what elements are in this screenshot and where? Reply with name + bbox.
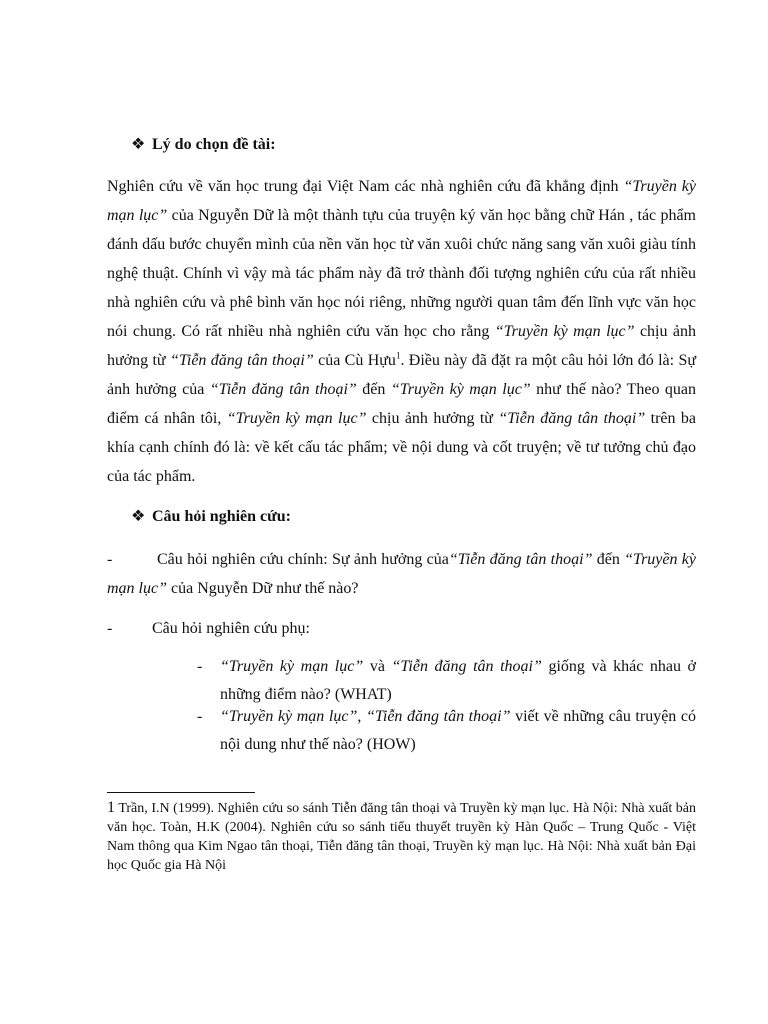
work-title: “Tiễn đăng tân thoại” xyxy=(498,410,646,427)
footnote-ref[interactable]: 1 xyxy=(395,350,401,361)
dash-bullet: - xyxy=(107,620,113,637)
text-run: viết về những câu truyện có nội dung như thế nào? (HOW) xyxy=(220,708,697,753)
work-title: “Tiễn đăng tân thoại” xyxy=(169,352,314,369)
text-run: giống và khác nhau ở những điểm nào? (WHAT) xyxy=(220,658,697,703)
work-title: “Truyền kỳ mạn lục” xyxy=(220,708,358,725)
diamond-bullet-icon: ❖ xyxy=(131,136,146,153)
text-run: đến xyxy=(356,381,391,398)
diamond-bullet-icon: ❖ xyxy=(131,508,146,525)
work-title: “Tiễn đăng tân thoại” xyxy=(209,381,357,398)
text-run: chịu ảnh hưởng từ xyxy=(107,323,697,369)
section-heading-reason xyxy=(131,135,276,155)
text-run: của Nguyễn Dữ là một thành tựu của truyện ký văn học bằng chữ Hán , tác phẩm đánh dấu bước chuyển mình của nền văn học từ văn xuôi chức năng sang văn xuôi giàu tính nghệ thuật. Chính vì vậy mà tác phẩm này đã trở thành đối tượng nghiên cứu của rất nhiều nhà nghiên cứu và phê bình văn học nói riêng, những người quan tâm đến lĩnh vực văn học nói chung. Có rất nhiều nhà nghiên cứu văn học cho rằng xyxy=(107,207,696,340)
work-title: “Truyền kỳ mạn lục” xyxy=(226,410,367,427)
sub-question-list xyxy=(197,653,696,759)
main-question xyxy=(107,545,696,603)
work-title: “Tiễn đăng tân thoại” xyxy=(365,708,511,725)
list-item xyxy=(197,653,696,709)
text-run: Câu hỏi nghiên cứu phụ: xyxy=(152,620,310,637)
text-run: Nghiên cứu về văn học trung đại Việt Nam các nhà nghiên cứu đã khẳng định xyxy=(107,178,624,195)
work-title: “Truyền kỳ mạn lục” xyxy=(494,323,635,340)
text-run: , xyxy=(357,708,366,725)
work-title: “Truyền kỳ mạn lục” xyxy=(107,551,696,597)
work-title: “Tiễn đăng tân thoại” xyxy=(391,658,542,675)
text-run: . Điều này đã đặt ra một câu hỏi lớn đó là: Sự ảnh hưởng của xyxy=(107,352,697,398)
dash-bullet: - xyxy=(197,658,203,675)
sub-question-label xyxy=(107,614,696,643)
section-heading-questions xyxy=(131,507,291,527)
text-run: và xyxy=(363,658,392,675)
work-title: “Tiễn đăng tân thoại” xyxy=(448,551,593,568)
footnote xyxy=(107,798,696,875)
text-run: trên ba khía cạnh chính đó là: về kết cấu tác phẩm; về nội dung và cốt truyện; về tư tưởng chủ đạo của tác phẩm. xyxy=(107,410,697,485)
footnote-text: Trần, I.N (1999). Nghiên cứu so sánh Tiễn đăng tân thoại và Truyền kỳ mạn lục. Hà Nội: Nhà xuất bản văn học. Toàn, H.K (2004). Nghiên cứu so sánh tiểu thuyết truyền kỳ Hàn Quốc – Trung Quốc - Việt Nam thông qua Kim Ngao tân thoại, Tiễn đăng tân thoại, Truyền kỳ mạn lục. Hà Nội: Nhà xuất bản Đại học Quốc gia Hà Nội xyxy=(107,801,696,873)
text-run: chịu ảnh hưởng từ xyxy=(366,410,499,427)
text-run: của Cù Hựu xyxy=(313,352,396,369)
work-title: “Truyền kỳ mạn lục” xyxy=(390,381,531,398)
text-run: Câu hỏi nghiên cứu chính: Sự ảnh hưởng của xyxy=(157,551,449,568)
text-run: của Nguyễn Dữ như thế nào? xyxy=(167,580,359,597)
text-run: như thế nào? Theo quan điểm cá nhân tôi, xyxy=(107,381,697,427)
list-item xyxy=(197,703,696,759)
footnote-number: 1 xyxy=(107,799,115,816)
dash-bullet: - xyxy=(107,551,113,568)
section-heading-text: Lý do chọn đề tài: xyxy=(152,136,276,153)
text-run: đến xyxy=(592,551,625,568)
dash-bullet: - xyxy=(197,708,203,725)
work-title: “Truyền kỳ mạn lục” xyxy=(220,658,364,675)
reason-paragraph xyxy=(107,172,696,491)
footnote-separator xyxy=(107,792,255,793)
work-title: “Truyền kỳ mạn lục” xyxy=(107,178,696,224)
section-heading-text: Câu hỏi nghiên cứu: xyxy=(152,508,291,525)
